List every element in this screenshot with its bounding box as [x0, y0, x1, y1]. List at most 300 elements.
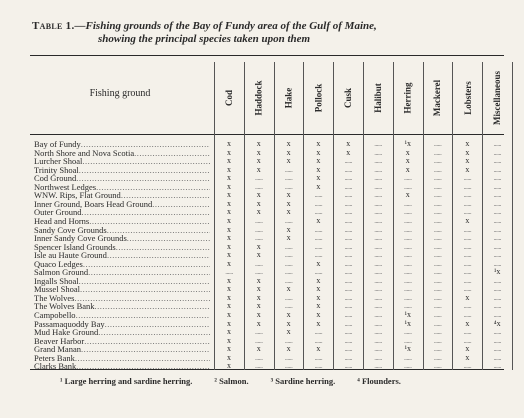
- cell-pollock: x: [316, 310, 321, 319]
- cell-cod: x: [227, 361, 231, 371]
- cell-lobsters: ......: [463, 242, 472, 251]
- cell-herring: ¹x: [404, 344, 411, 354]
- cell-halibut: ......: [374, 302, 382, 311]
- fishing-ground-text: The Wolves: [34, 292, 75, 303]
- cell-haddock: x: [256, 250, 261, 260]
- cell-herring: ......: [404, 353, 412, 362]
- cell-cod: x: [227, 181, 231, 191]
- cell-pollock: x: [316, 181, 321, 191]
- column-header-halibut: [367, 62, 389, 134]
- column-header-label: Miscellaneous: [492, 71, 503, 125]
- cell-lobsters: ......: [463, 208, 472, 217]
- cell-pollock: x: [316, 215, 321, 225]
- cell-miscellaneous: ......: [493, 234, 501, 243]
- cell-herring: x: [405, 147, 410, 157]
- cell-miscellaneous: ......: [493, 165, 501, 174]
- cell-haddock: x: [256, 275, 261, 285]
- cell-haddock: x: [256, 241, 261, 251]
- cell-miscellaneous: ......: [493, 242, 501, 251]
- cell-haddock: x: [256, 147, 261, 157]
- cell-cod: x: [227, 190, 231, 200]
- cell-cusk: ......: [344, 242, 352, 251]
- cell-miscellaneous: ......: [493, 328, 501, 337]
- cell-lobsters: ......: [463, 234, 472, 243]
- cell-lobsters: x: [465, 292, 470, 302]
- cell-cusk: ......: [344, 319, 352, 328]
- cell-hake: x: [286, 190, 291, 200]
- cell-lobsters: ......: [463, 302, 472, 311]
- cell-mackerel: ......: [433, 345, 442, 354]
- fishing-ground-text: Trinity Shoal: [34, 164, 79, 175]
- cell-hake: x: [286, 310, 291, 319]
- cell-mackerel: ......: [433, 242, 442, 251]
- cell-halibut: ......: [374, 336, 382, 345]
- cell-cod: x: [227, 275, 231, 285]
- table-caption: [32, 20, 502, 46]
- cell-mackerel: ......: [433, 362, 442, 371]
- column-header-cod: [218, 62, 240, 134]
- cell-haddock: x: [256, 318, 261, 328]
- column-header-herring: [397, 62, 419, 134]
- cell-hake: ......: [284, 293, 293, 302]
- cell-halibut: ......: [374, 353, 382, 362]
- footnote-2: ² Salmon.: [214, 376, 249, 386]
- cell-halibut: ......: [374, 268, 382, 277]
- fishing-ground-text: Cod Ground: [34, 173, 77, 184]
- cell-hake: ......: [284, 174, 293, 183]
- fishing-ground-text: The Wolves Bank: [34, 301, 95, 312]
- cell-herring: ......: [404, 242, 412, 251]
- cell-hake: x: [286, 224, 291, 234]
- cell-herring: ......: [404, 234, 412, 243]
- cell-pollock: ......: [314, 199, 323, 208]
- cell-haddock: ......: [255, 268, 263, 277]
- cell-hake: ......: [284, 182, 293, 191]
- header-rule: [30, 134, 504, 135]
- cell-haddock: ......: [255, 225, 263, 234]
- cell-herring: ......: [404, 302, 412, 311]
- cell-cusk: ......: [344, 345, 352, 354]
- fishing-ground-text: Bay of Fundy: [34, 139, 81, 149]
- cell-lobsters: x: [465, 318, 470, 328]
- cell-pollock: x: [316, 173, 321, 183]
- cell-cod: x: [227, 207, 231, 217]
- fishing-ground-header: Fishing ground: [89, 88, 151, 99]
- cell-haddock: x: [256, 139, 261, 148]
- cell-mackerel: ......: [433, 336, 442, 345]
- cell-haddock: x: [256, 284, 261, 294]
- cell-hake: ......: [284, 268, 293, 277]
- cell-mackerel: ......: [433, 328, 442, 337]
- column-header-lobsters: [456, 62, 478, 134]
- cell-cod: x: [227, 284, 231, 294]
- cell-mackerel: ......: [433, 182, 442, 191]
- cell-pollock: x: [316, 156, 321, 166]
- cell-herring: ......: [404, 285, 412, 294]
- cell-cod: x: [227, 164, 231, 174]
- cell-mackerel: ......: [433, 353, 442, 362]
- cell-cod: x: [227, 310, 231, 319]
- cell-haddock: ......: [255, 174, 263, 183]
- cell-pollock: x: [316, 301, 321, 311]
- cell-cusk: ......: [344, 259, 352, 268]
- cell-pollock: x: [316, 318, 321, 328]
- footnote-4: ⁴ Flounders.: [357, 376, 401, 386]
- fishing-ground-text: Salmon Ground: [34, 267, 89, 278]
- fishing-ground-text: Head and Horns: [34, 215, 90, 226]
- cell-miscellaneous: ......: [493, 345, 501, 354]
- cell-cod: x: [227, 156, 231, 166]
- column-header-cusk: [337, 62, 359, 134]
- cell-mackerel: ......: [433, 319, 442, 328]
- cell-herring: ......: [404, 216, 412, 225]
- caption-title-line1: —Fishing grounds of the Bay of Fundy area of the Gulf of Maine,: [74, 20, 377, 32]
- cell-pollock: ......: [314, 353, 323, 362]
- cell-mackerel: ......: [433, 165, 442, 174]
- cell-miscellaneous: ......: [493, 216, 501, 225]
- fishing-ground-text: Campobello: [34, 310, 76, 320]
- cell-pollock: ......: [314, 191, 323, 200]
- column-header-label: Cusk: [343, 87, 354, 109]
- cell-mackerel: ......: [433, 174, 442, 183]
- cell-lobsters: x: [465, 164, 470, 174]
- cell-herring: x: [405, 164, 410, 174]
- top-rule: [30, 55, 504, 56]
- cell-haddock: ......: [255, 182, 263, 191]
- cell-herring: ......: [404, 208, 412, 217]
- cell-halibut: ......: [374, 251, 382, 260]
- cell-mackerel: ......: [433, 199, 442, 208]
- cell-miscellaneous: ......: [493, 285, 501, 294]
- cell-lobsters: x: [465, 147, 470, 157]
- cell-herring: ......: [404, 336, 412, 345]
- footnote-1: ¹ Large herring and sardine herring.: [60, 376, 193, 386]
- fishing-ground-text: Mud Hake Ground: [34, 327, 99, 338]
- cell-mackerel: ......: [433, 191, 442, 200]
- cell-herring: ......: [404, 251, 412, 260]
- cell-haddock: ......: [255, 328, 263, 337]
- cell-miscellaneous: ......: [493, 362, 501, 371]
- cell-herring: x: [405, 190, 410, 200]
- cell-cusk: ......: [344, 336, 352, 345]
- fishing-ground-text: Outer Ground: [34, 207, 82, 218]
- cell-haddock: ......: [255, 353, 263, 362]
- fishing-ground-name: [34, 361, 210, 371]
- cell-cusk: x: [346, 139, 351, 148]
- cell-cusk: ......: [344, 276, 352, 285]
- cell-miscellaneous: ......: [493, 182, 501, 191]
- cell-cusk: ......: [344, 293, 352, 302]
- cell-halibut: ......: [374, 311, 382, 319]
- cell-pollock: ......: [314, 268, 323, 277]
- cell-halibut: ......: [374, 157, 382, 166]
- cell-mackerel: ......: [433, 140, 442, 148]
- cell-cod: x: [227, 352, 231, 362]
- fishing-ground-text: Ingalls Shoal: [34, 275, 79, 286]
- cell-halibut: ......: [374, 234, 382, 243]
- cell-mackerel: ......: [433, 208, 442, 217]
- cell-cod: x: [227, 173, 231, 183]
- cell-lobsters: ......: [463, 225, 472, 234]
- cell-lobsters: x: [465, 215, 470, 225]
- cell-halibut: ......: [374, 148, 382, 157]
- cell-halibut: ......: [374, 285, 382, 294]
- cell-pollock: x: [316, 292, 321, 302]
- cell-pollock: ......: [314, 251, 323, 260]
- cell-cod: x: [227, 250, 231, 260]
- cell-herring: ......: [404, 293, 412, 302]
- column-header-label: Cod: [223, 89, 234, 107]
- cell-hake: ......: [284, 259, 293, 268]
- fishing-ground-text: Grand Manan: [34, 344, 81, 355]
- caption-title-line2: showing the principal species taken upon them: [98, 33, 311, 45]
- cell-halibut: ......: [374, 293, 382, 302]
- cell-miscellaneous: ......: [493, 157, 501, 166]
- cell-pollock: ......: [314, 362, 323, 371]
- caption-lead: Table 1.: [32, 20, 75, 32]
- fishing-ground-text: Spencer Island Grounds: [34, 241, 116, 252]
- cell-halibut: ......: [374, 191, 382, 200]
- cell-cod: ......: [225, 268, 233, 277]
- cell-haddock: x: [256, 164, 261, 174]
- column-header-label: Pollock: [313, 83, 324, 113]
- column-header-hake: [278, 62, 300, 134]
- cell-cusk: ......: [344, 362, 352, 371]
- cell-lobsters: ......: [463, 174, 472, 183]
- cell-haddock: x: [256, 156, 261, 166]
- column-header-label: Haddock: [253, 80, 264, 116]
- cell-cusk: ......: [344, 353, 352, 362]
- cell-hake: ......: [284, 353, 293, 362]
- cell-hake: x: [286, 139, 291, 148]
- cell-lobsters: ......: [463, 362, 472, 371]
- cell-halibut: ......: [374, 165, 382, 174]
- cell-mackerel: ......: [433, 251, 442, 260]
- cell-herring: ¹x: [404, 318, 411, 328]
- column-divider: [512, 62, 513, 370]
- cell-pollock: x: [316, 344, 321, 354]
- cell-cod: x: [227, 233, 231, 243]
- fishing-ground-text: Inner Sandy Cove Grounds: [34, 233, 127, 244]
- cell-hake: x: [286, 284, 291, 294]
- cell-mackerel: ......: [433, 293, 442, 302]
- cell-cusk: ......: [344, 208, 352, 217]
- cell-haddock: x: [256, 198, 261, 208]
- cell-pollock: x: [316, 284, 321, 294]
- cell-cusk: ......: [344, 268, 352, 277]
- cell-haddock: x: [256, 190, 261, 200]
- fishing-ground-text: Beaver Harbor: [34, 335, 85, 346]
- cell-cod: x: [227, 318, 231, 328]
- cell-lobsters: ......: [463, 276, 472, 285]
- fishing-ground-text: WNW. Rips, Flat Ground: [34, 190, 121, 201]
- cell-haddock: x: [256, 310, 261, 319]
- cell-halibut: ......: [374, 319, 382, 328]
- cell-haddock: ......: [255, 362, 263, 371]
- cell-herring: ......: [404, 268, 412, 277]
- cell-halibut: ......: [374, 328, 382, 337]
- cell-mackerel: ......: [433, 259, 442, 268]
- cell-herring: ......: [404, 182, 412, 191]
- cell-miscellaneous: ¹x: [493, 267, 501, 277]
- cell-mackerel: ......: [433, 285, 442, 294]
- cell-lobsters: x: [465, 156, 470, 166]
- fishing-ground-text: Peters Bank: [34, 352, 75, 363]
- cell-miscellaneous: ......: [493, 302, 501, 311]
- cell-cod: x: [227, 335, 231, 345]
- cell-pollock: x: [316, 164, 321, 174]
- column-header-pollock: [307, 62, 329, 134]
- cell-cod: x: [227, 224, 231, 234]
- cell-hake: x: [286, 344, 291, 354]
- cell-pollock: x: [316, 139, 321, 148]
- cell-cusk: ......: [344, 302, 352, 311]
- cell-halibut: ......: [374, 242, 382, 251]
- cell-herring: ¹x: [404, 139, 411, 148]
- footnotes: [60, 376, 500, 386]
- cell-hake: x: [286, 156, 291, 166]
- fishing-ground-text: Isle au Haute Ground: [34, 250, 107, 261]
- cell-cod: x: [227, 215, 231, 225]
- cell-hake: ......: [284, 302, 293, 311]
- cell-haddock: ......: [255, 216, 263, 225]
- cell-miscellaneous: ......: [493, 174, 501, 183]
- cell-cusk: x: [346, 147, 351, 157]
- cell-hake: ......: [284, 276, 293, 285]
- cell-haddock: x: [256, 301, 261, 311]
- cell-miscellaneous: ......: [493, 353, 501, 362]
- cell-hake: x: [286, 327, 291, 337]
- cell-cusk: ......: [344, 234, 352, 243]
- cell-pollock: ......: [314, 336, 323, 345]
- cell-pollock: x: [316, 258, 321, 268]
- cell-miscellaneous: ......: [493, 336, 501, 345]
- cell-lobsters: ......: [463, 259, 472, 268]
- cell-cusk: ......: [344, 174, 352, 183]
- cell-hake: ......: [284, 336, 293, 345]
- cell-cusk: ......: [344, 285, 352, 294]
- cell-mackerel: ......: [433, 311, 442, 319]
- cell-hake: x: [286, 207, 291, 217]
- cell-hake: x: [286, 147, 291, 157]
- cell-cod: x: [227, 327, 231, 337]
- cell-hake: x: [286, 318, 291, 328]
- cell-halibut: ......: [374, 225, 382, 234]
- cell-haddock: x: [256, 207, 261, 217]
- cell-cod: x: [227, 139, 231, 148]
- cell-halibut: ......: [374, 345, 382, 354]
- cell-halibut: ......: [374, 259, 382, 268]
- cell-cod: x: [227, 344, 231, 354]
- cell-halibut: ......: [374, 199, 382, 208]
- cell-lobsters: ......: [463, 251, 472, 260]
- cell-herring: ¹x: [404, 310, 411, 319]
- cell-herring: ......: [404, 199, 412, 208]
- cell-cusk: ......: [344, 191, 352, 200]
- column-header-label: Lobsters: [462, 81, 473, 115]
- fishing-ground-text: Inner Ground, Boars Head Ground: [34, 198, 153, 209]
- cell-halibut: ......: [374, 174, 382, 183]
- cell-cusk: ......: [344, 157, 352, 166]
- cell-mackerel: ......: [433, 157, 442, 166]
- cell-hake: x: [286, 198, 291, 208]
- cell-lobsters: ......: [463, 336, 472, 345]
- fishing-ground-text: North Shore and Nova Scotia: [34, 147, 135, 158]
- cell-miscellaneous: ......: [493, 191, 501, 200]
- cell-herring: ......: [404, 328, 412, 337]
- cell-hake: ......: [284, 165, 293, 174]
- cell-mackerel: ......: [433, 225, 442, 234]
- cell-herring: ......: [404, 276, 412, 285]
- cell-hake: x: [286, 233, 291, 243]
- cell-hake: ......: [284, 251, 293, 260]
- column-header-label: Mackerel: [432, 79, 443, 117]
- cell-lobsters: ......: [463, 285, 472, 294]
- cell-lobsters: ......: [463, 268, 472, 277]
- fishing-ground-text: Lurcher Shoal: [34, 156, 83, 167]
- cell-haddock: ......: [255, 259, 263, 268]
- cell-miscellaneous: ......: [493, 199, 501, 208]
- cell-haddock: x: [256, 344, 261, 354]
- cell-herring: ......: [404, 225, 412, 234]
- cell-cod: x: [227, 258, 231, 268]
- cell-halibut: ......: [374, 140, 382, 148]
- cell-mackerel: ......: [433, 268, 442, 277]
- cell-cusk: ......: [344, 199, 352, 208]
- cell-cod: x: [227, 241, 231, 251]
- cell-miscellaneous: ......: [493, 148, 501, 157]
- cell-miscellaneous: ⁴x: [493, 318, 501, 328]
- cell-hake: ......: [284, 242, 293, 251]
- fishing-ground-text: Northwest Ledges: [34, 181, 97, 192]
- cell-cod: x: [227, 301, 231, 311]
- cell-miscellaneous: ......: [493, 225, 501, 234]
- cell-cusk: ......: [344, 251, 352, 260]
- cell-herring: ......: [404, 259, 412, 268]
- cell-lobsters: ......: [463, 328, 472, 337]
- cell-pollock: ......: [314, 328, 323, 337]
- column-header-label: Halibut: [373, 83, 384, 113]
- column-header-miscellaneous: [486, 62, 508, 134]
- cell-lobsters: ......: [463, 182, 472, 191]
- cell-herring: ......: [404, 362, 412, 371]
- cell-miscellaneous: ......: [493, 259, 501, 268]
- cell-pollock: x: [316, 275, 321, 285]
- cell-lobsters: ......: [463, 311, 472, 319]
- cell-cusk: ......: [344, 165, 352, 174]
- cell-halibut: ......: [374, 276, 382, 285]
- column-header-label: Hake: [283, 87, 294, 109]
- cell-pollock: x: [316, 147, 321, 157]
- cell-mackerel: ......: [433, 276, 442, 285]
- cell-miscellaneous: ......: [493, 276, 501, 285]
- cell-pollock: ......: [314, 225, 323, 234]
- cell-halibut: ......: [374, 216, 382, 225]
- cell-halibut: ......: [374, 208, 382, 217]
- fishing-ground-text: Clarks Bank: [34, 361, 77, 372]
- cell-cod: x: [227, 147, 231, 157]
- cell-halibut: ......: [374, 182, 382, 191]
- cell-miscellaneous: ......: [493, 293, 501, 302]
- cell-lobsters: x: [465, 352, 470, 362]
- cell-lobsters: x: [465, 139, 470, 148]
- fishing-ground-text: Passamaquoddy Bay: [34, 318, 105, 329]
- column-header-label: Herring: [402, 82, 413, 114]
- cell-miscellaneous: ......: [493, 140, 501, 148]
- cell-pollock: ......: [314, 208, 323, 217]
- cell-cod: x: [227, 292, 231, 302]
- footnote-3: ³ Sardine herring.: [270, 376, 336, 386]
